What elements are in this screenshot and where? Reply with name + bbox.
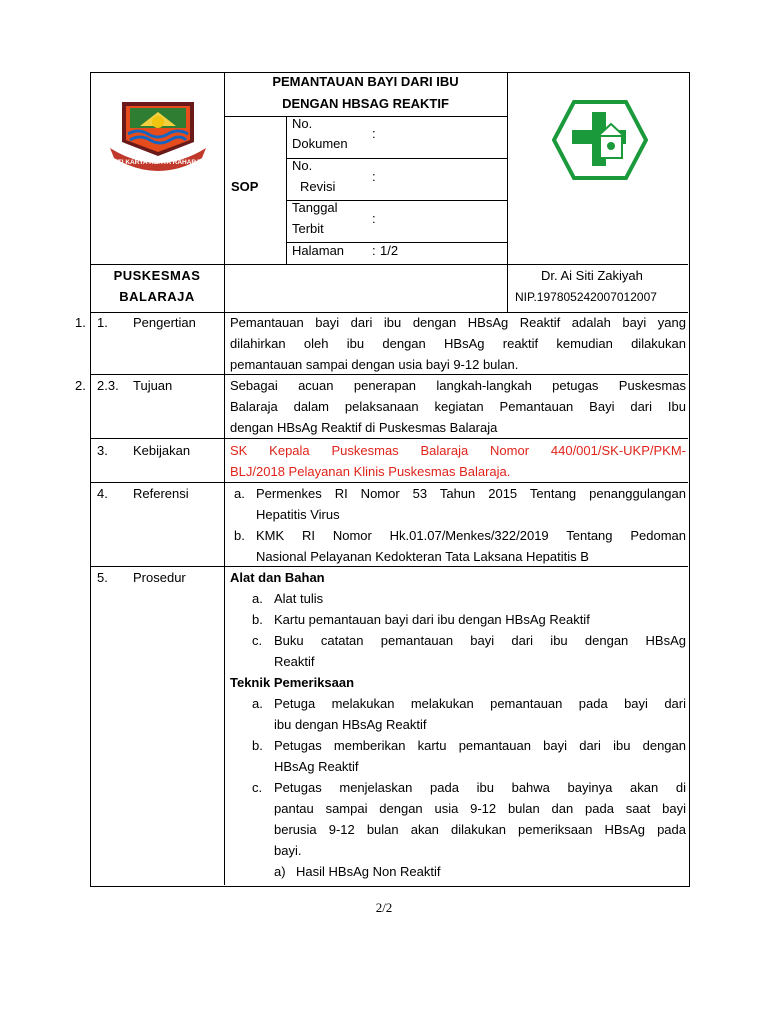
- tujuan-line: Sebagai acuan penerapan langkah-langkah petugas Puskesmas: [230, 378, 686, 393]
- referensi-item: Nasional Pelayanan Kedokteran Tata Laksana Hepatitis B: [256, 549, 589, 564]
- field-terbit-label1: Tanggal: [292, 200, 338, 215]
- page-number: 2/2: [375, 900, 393, 915]
- field-revisi-label1: No.: [292, 158, 313, 173]
- sub-marker: a): [274, 864, 286, 879]
- teknik-item: Petugas memberikan kartu pemantauan bayi dari ibu dengan: [274, 738, 686, 753]
- label-referensi: Referensi: [133, 486, 189, 501]
- doc-title-line1: PEMANTAUAN BAYI DARI IBU: [272, 74, 459, 89]
- label-tujuan: Tujuan: [133, 378, 173, 393]
- divider: [90, 374, 688, 375]
- teknik-marker: a.: [252, 696, 263, 711]
- teknik-item: Petuga melakukan melakukan pemantauan pada bayi dari: [274, 696, 686, 711]
- divider: [90, 482, 688, 483]
- field-halaman-value: 1/2: [380, 243, 399, 258]
- num-kebijakan: 3.: [97, 443, 108, 458]
- field-halaman-colon: :: [372, 243, 376, 258]
- num-pengertian: 1.: [97, 315, 108, 330]
- teknik-marker: b.: [252, 738, 263, 753]
- teknik-item: Petugas menjelaskan pada ibu bahwa bayinya akan di: [274, 780, 686, 795]
- field-dokumen-label1: No.: [292, 116, 313, 131]
- alat-marker: c.: [252, 633, 263, 648]
- pengertian-line: Pemantauan bayi dari ibu dengan HBsAg Reaktif adalah bayi yang: [230, 315, 686, 330]
- sop-label: SOP: [231, 179, 259, 194]
- org-name-line2: BALARAJA: [119, 289, 195, 304]
- teknik-item: berusia 9-12 bulan akan dilakukan pemeriksaan HBsAg pada: [274, 822, 686, 837]
- teknik-item: bayi.: [274, 843, 302, 858]
- sub-item: Hasil HBsAg Non Reaktif: [296, 864, 441, 879]
- puskesmas-logo: [552, 100, 648, 180]
- tujuan-line: Balaraja dalam pelaksanaan kegiatan Pemantauan Bayi dari Ibu: [230, 399, 686, 414]
- alat-item: Buku catatan pemantauan bayi dari ibu dengan HBsAg: [274, 633, 686, 648]
- kebijakan-line: SK Kepala Puskesmas Balaraja Nomor 440/001/SK-UKP/PKM-: [230, 443, 686, 458]
- svg-text:SITI KARYA KERTA RAHARJA: SITI KARYA KERTA RAHARJA: [111, 159, 205, 166]
- divider: [90, 264, 688, 265]
- kebijakan-line: BLJ/2018 Pelayanan Klinis Puskesmas Balaraja.: [230, 464, 511, 479]
- field-dokumen-colon: :: [372, 126, 376, 141]
- tujuan-line: dengan HBsAg Reaktif di Puskesmas Balaraja: [230, 420, 498, 435]
- divider: [90, 438, 688, 439]
- pengertian-line: dilahirkan oleh ibu dengan HBsAg reaktif kemudian dilakukan: [230, 336, 686, 351]
- num-referensi: 4.: [97, 486, 108, 501]
- referensi-item: Permenkes RI Nomor 53 Tahun 2015 Tentang penanggulangan: [256, 486, 686, 501]
- alat-marker: b.: [252, 612, 263, 627]
- divider: [90, 566, 688, 567]
- teknik-item: pantau sampai dengan usia 9-12 bulan dan pada saat bayi: [274, 801, 686, 816]
- referensi-item: Hepatitis Virus: [256, 507, 340, 522]
- heading-teknik: Teknik Pemeriksaan: [230, 675, 355, 690]
- alat-item: Reaktif: [274, 654, 315, 669]
- pengertian-line: pemantauan sampai dengan usia bayi 9-12 bulan.: [230, 357, 519, 372]
- alat-marker: a.: [252, 591, 263, 606]
- field-terbit-colon: :: [372, 211, 376, 226]
- field-revisi-colon: :: [372, 169, 376, 184]
- alat-item: Kartu pemantauan bayi dari ibu dengan HBsAg Reaktif: [274, 612, 590, 627]
- field-dokumen-label2: Dokumen: [292, 136, 348, 151]
- teknik-item: HBsAg Reaktif: [274, 759, 359, 774]
- field-terbit-label2: Terbit: [292, 221, 324, 236]
- label-kebijakan: Kebijakan: [133, 443, 191, 458]
- referensi-marker: b.: [234, 528, 245, 543]
- divider: [90, 312, 688, 313]
- divider: [224, 116, 507, 117]
- outer-num-2: 2.: [75, 378, 86, 393]
- label-pengertian: Pengertian: [133, 315, 196, 330]
- divider: [286, 158, 507, 159]
- org-name-line1: PUSKESMAS: [113, 268, 201, 283]
- referensi-item: KMK RI Nomor Hk.01.07/Menkes/322/2019 Tentang Pedoman: [256, 528, 686, 543]
- divider: [507, 72, 508, 312]
- num-tujuan: 2.3.: [97, 378, 119, 393]
- outer-num-1: 1.: [75, 315, 86, 330]
- referensi-marker: a.: [234, 486, 245, 501]
- heading-alat-bahan: Alat dan Bahan: [230, 570, 325, 585]
- regency-logo: [104, 96, 212, 176]
- signer-nip: NIP.197805242007012007: [515, 290, 657, 304]
- doc-title-line2: DENGAN HBSAG REAKTIF: [282, 96, 449, 111]
- num-prosedur: 5.: [97, 570, 108, 585]
- teknik-item: ibu dengan HBsAg Reaktif: [274, 717, 427, 732]
- field-revisi-label2: Revisi: [300, 179, 336, 194]
- field-halaman-label: Halaman: [292, 243, 345, 258]
- signer-name: Dr. Ai Siti Zakiyah: [541, 268, 643, 283]
- alat-item: Alat tulis: [274, 591, 324, 606]
- label-prosedur: Prosedur: [133, 570, 186, 585]
- teknik-marker: c.: [252, 780, 263, 795]
- sop-table: [90, 72, 690, 887]
- divider: [224, 312, 225, 885]
